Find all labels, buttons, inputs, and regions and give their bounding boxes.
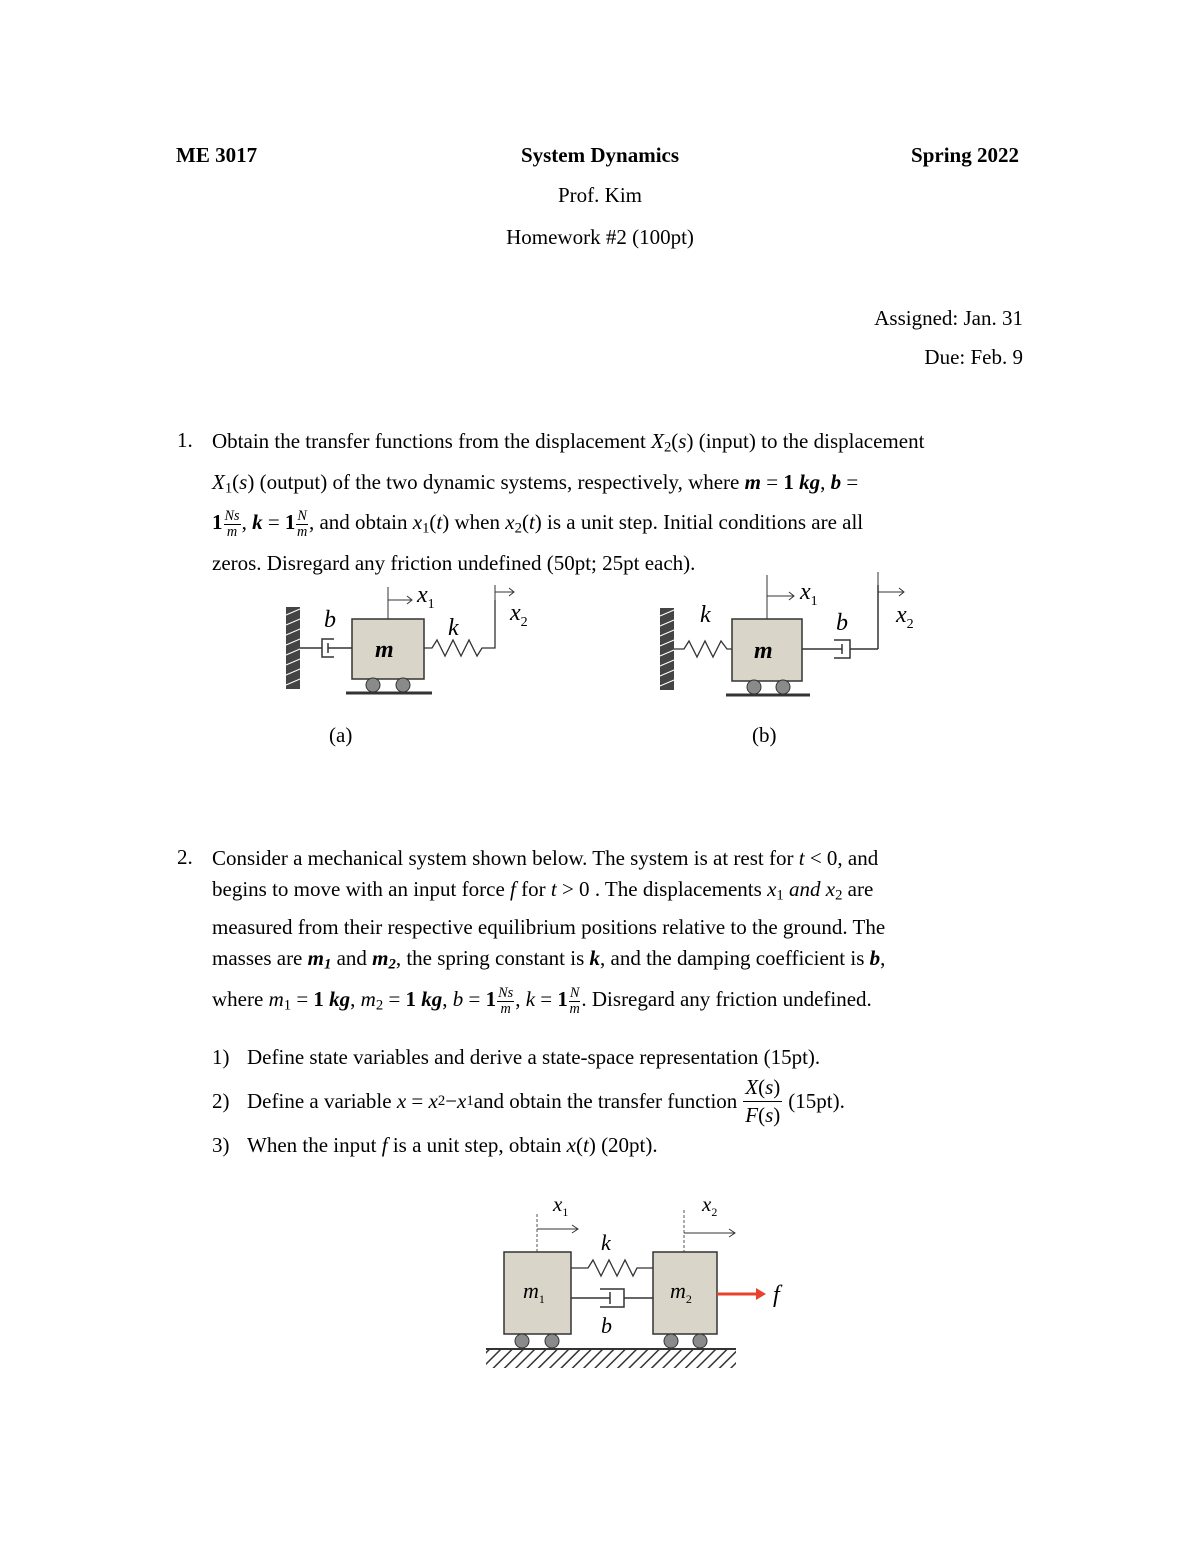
label-x2-fig2: $x_2$	[702, 1192, 718, 1219]
label-k-a: k	[448, 615, 459, 641]
sub-2-text: Define a variable x = x 2 − x 1 and obtain the transfer function $\frac{X(s)}{F(s)}$ (15pt).	[247, 1075, 845, 1127]
problem-1-text: Obtain the transfer functions from the displacement $X_2(s)$ (input) to the displacement $X_1(s)$ (output) of the two dynamic systems, respectively, where m = 1 kg, b = 1 $\frac{Ns}{m}$ , k = 1 $\frac{N}{m}$ , and obtain $x_1(t)$ when $x_2(t)$ is a unit step. Initial conditions are all zeros. Disregard any friction undefined (50pt; 25pt each).	[212, 424, 1032, 580]
problem-2-number: 2.	[177, 845, 193, 869]
wheel-a1	[366, 678, 380, 692]
label-x1-fig2: $x_1$	[553, 1192, 569, 1219]
homework-title: Homework #2 (100pt)	[506, 225, 694, 249]
spring-fig2	[571, 1260, 653, 1276]
label-b-b: b	[836, 610, 848, 636]
label-f: f	[773, 1282, 780, 1308]
force-arrowhead	[756, 1288, 766, 1300]
sub-1-number: 1)	[212, 1045, 230, 1069]
due-date: Due: Feb. 9	[924, 345, 1023, 369]
professor: Prof. Kim	[558, 183, 642, 207]
label-x1-b: $x_1$	[800, 579, 818, 609]
wheel-b1	[747, 680, 761, 694]
term: Spring 2022	[911, 143, 1019, 167]
label-m-a: m	[375, 637, 394, 663]
label-k-fig2: k	[601, 1230, 611, 1255]
label-b-fig2: b	[601, 1313, 612, 1338]
wall-b	[660, 608, 674, 690]
label-m1: $m_1$	[523, 1278, 545, 1306]
label-x2-a: $x_2$	[510, 600, 528, 630]
label-x2-b: $x_2$	[896, 602, 914, 632]
wheel-m2-right	[693, 1334, 707, 1348]
label-m2: $m_2$	[670, 1278, 692, 1306]
course-code: ME 3017	[176, 143, 258, 167]
problem-2-text: Consider a mechanical system shown below. The system is at rest for t < 0, and begins to move with an input force f for t > 0 . The displacements $x_1$ and $x_2$ are measured from their respective equilibrium positions relative to the ground. The masses are $m_1$ and $m_2$, the spring constant is k, and the damping coefficient is b, where $m_1 = 1$ kg, $m_2 = 1$ kg, b = 1 $\frac{Ns}{m}$ , k = 1 $\frac{N}{m}$ . Disregard any friction undefined.	[212, 846, 886, 1018]
sub-3-number: 3)	[212, 1133, 230, 1157]
figure-a	[280, 575, 560, 705]
sub-2-number: 2)	[212, 1089, 230, 1113]
label-x1-a: $x_1$	[417, 582, 435, 612]
damper-a	[300, 639, 352, 657]
wheel-m1-left	[515, 1334, 529, 1348]
label-m-b: m	[754, 638, 773, 664]
figure-b-label: (b)	[752, 723, 777, 747]
label-b-a: b	[324, 607, 336, 633]
problem-1-last-line: zeros. Disregard any friction undefined (50pt; 25pt each).	[212, 551, 696, 576]
wheel-m2-left	[664, 1334, 678, 1348]
spring-b	[674, 641, 732, 657]
wheel-a2	[396, 678, 410, 692]
wheel-b2	[776, 680, 790, 694]
sub-3-text: When the input f is a unit step, obtain x(t) (20pt).	[247, 1133, 658, 1157]
label-k-b: k	[700, 602, 711, 628]
course-title: System Dynamics	[520, 143, 680, 167]
sub-1-text: Define state variables and derive a state-space representation (15pt).	[247, 1045, 821, 1069]
wheel-m1-right	[545, 1334, 559, 1348]
ground-hatch	[486, 1350, 736, 1368]
problem-1-number: 1.	[177, 428, 193, 452]
wall-a	[286, 607, 300, 689]
figure-a-label: (a)	[329, 723, 353, 747]
figure-b	[652, 570, 932, 700]
damper-fig2	[571, 1289, 653, 1307]
assigned-date: Assigned: Jan. 31	[874, 306, 1023, 330]
figure-2	[480, 1188, 800, 1373]
